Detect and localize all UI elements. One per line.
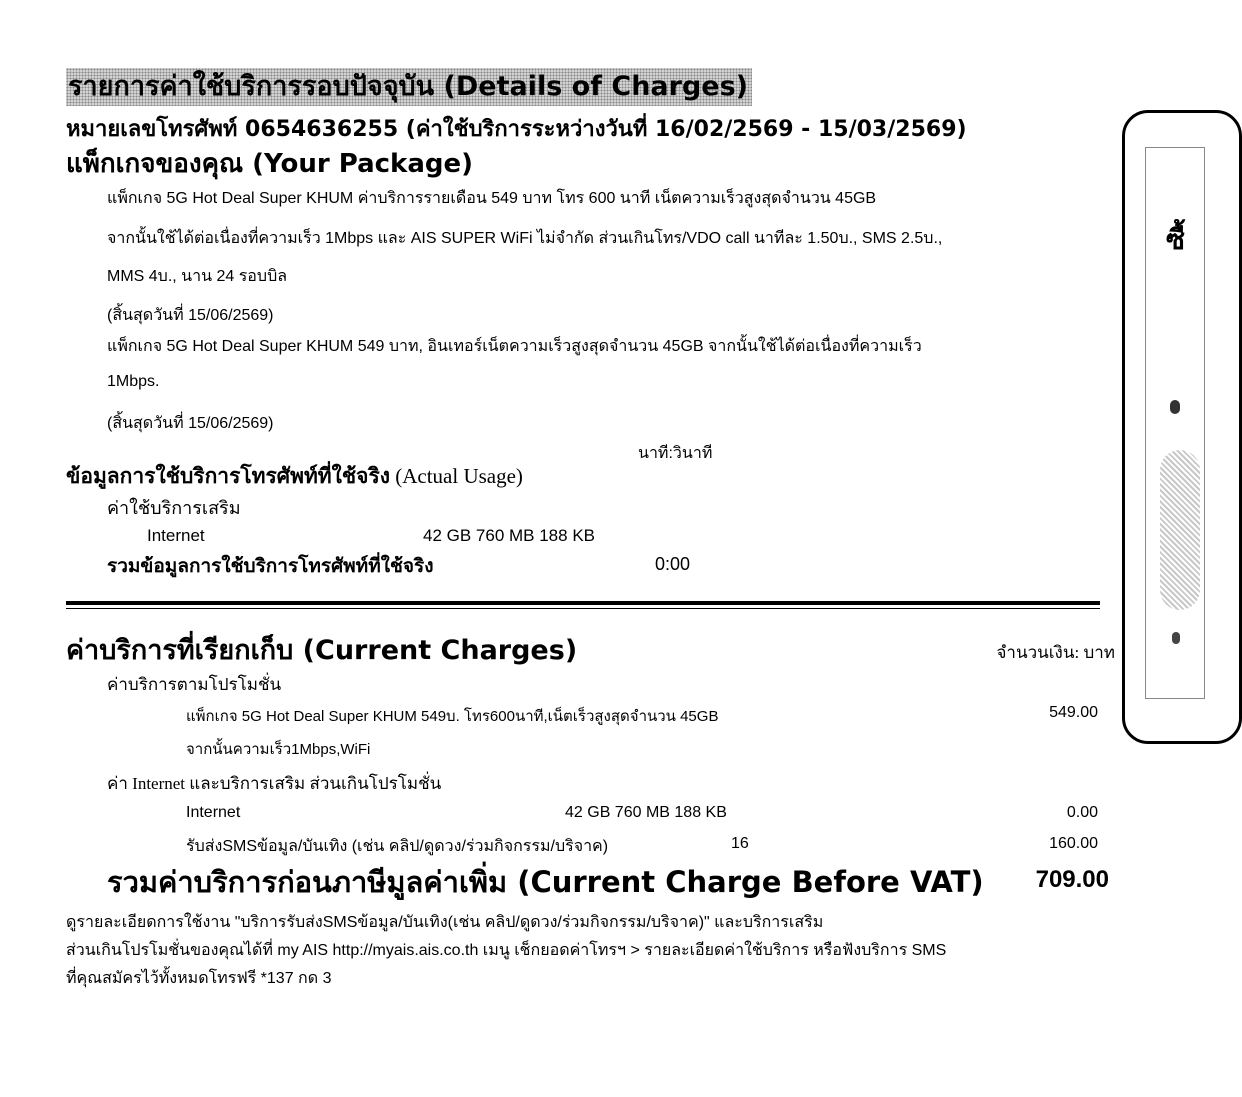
footnote-line: ส่วนเกินโปรโมชั่นของคุณได้ที่ my AIS http://myais.ais.co.th เมนู เช็กยอดค่าโทรฯ > รายละเอียดค่าใช้บริการ หรือฟังบริการ SMS [66, 942, 947, 959]
usage-total-label: รวมข้อมูลการใช้บริการโทรศัพท์ที่ใช้จริง [107, 556, 434, 577]
side-panel-mark [1172, 632, 1180, 644]
charge-internet-usage: 42 GB 760 MB 188 KB [565, 804, 727, 821]
promo-heading: ค่าบริการตามโปรโมชั่น [107, 675, 282, 694]
package-line: แพ็กเกจ 5G Hot Deal Super KHUM 549 บาท, อินเทอร์เน็ตความเร็วสูงสุดจำนวน 45GB จากนั้นใช้ได้ต่อเนื่องที่ความเร็ว [107, 338, 922, 355]
charges-total-label: รวมค่าบริการก่อนภาษีมูลค่าเพิ่ม (Current Charge Before VAT) [107, 865, 984, 899]
package-line: จากนั้นใช้ได้ต่อเนื่องที่ความเร็ว 1Mbps และ AIS SUPER WiFi ไม่จำกัด ส่วนเกินโทร/VDO call นาทีละ 1.50บ., SMS 2.5บ., [107, 230, 943, 247]
usage-internet-value: 42 GB 760 MB 188 KB [423, 526, 595, 545]
package-line: แพ็กเกจ 5G Hot Deal Super KHUM ค่าบริการรายเดือน 549 บาท โทร 600 นาที เน็ตความเร็วสูงสุดจำนวน 45GB [107, 190, 877, 207]
promo-item-amount: 549.00 [1049, 704, 1098, 721]
side-panel-seal-image [1160, 450, 1200, 610]
usage-unit-label: นาที:วินาที [638, 445, 713, 462]
package-line: 1Mbps. [107, 373, 160, 390]
phone-number-line: หมายเลขโทรศัพท์ 0654636255 (ค่าใช้บริการระหว่างวันที่ 16/02/2569 - 15/03/2569) [66, 117, 967, 142]
usage-heading [66, 460, 523, 493]
usage-heading-thai: ข้อมูลการใช้บริการโทรศัพท์ที่ใช้จริง [66, 464, 390, 488]
usage-total-value: 0:00 [655, 554, 691, 574]
section-divider-thin [66, 608, 1100, 609]
package-heading: แพ็กเกจของคุณ (Your Package) [66, 149, 473, 179]
usage-heading-english: (Actual Usage) [389, 464, 523, 488]
charge-sms-label: รับส่งSMSข้อมูล/บันเทิง (เช่น คลิป/ดูดวง/ร่วมกิจกรรม/บริจาค) [186, 838, 609, 855]
page-title: รายการค่าใช้บริการรอบปัจจุบัน (Details of Charges) [66, 68, 752, 106]
footnote-line: ดูรายละเอียดการใช้งาน "บริการรับส่งSMSข้อมูล/บันเทิง(เช่น คลิป/ดูดวง/ร่วมกิจกรรม/บริจาค)" และบริการเสริม [66, 914, 824, 931]
charge-internet-label: Internet [186, 804, 241, 821]
package-line: (สิ้นสุดวันที่ 15/06/2569) [107, 415, 274, 432]
charges-unit-label: จำนวนเงิน: บาท [996, 643, 1115, 662]
charges-heading: ค่าบริการที่เรียกเก็บ (Current Charges) [66, 635, 578, 666]
footnote-line: ที่คุณสมัครไว้ทั้งหมดโทรฟรี *137 กด 3 [66, 970, 332, 987]
usage-internet-label: Internet [147, 526, 205, 545]
package-line: MMS 4บ., นาน 24 รอบบิล [107, 268, 288, 285]
extra-heading: ค่า Internet และบริการเสริม ส่วนเกินโปรโมชั่น [107, 774, 442, 793]
charge-sms-count: 16 [731, 835, 749, 852]
promo-item-line: จากนั้นความเร็ว1Mbps,WiFi [186, 741, 371, 758]
charges-total-amount: 709.00 [1035, 866, 1109, 893]
usage-subheading: ค่าใช้บริการเสริม [107, 498, 241, 518]
promo-item-line: แพ็กเกจ 5G Hot Deal Super KHUM 549บ. โทร600นาที,เน็ตเร็วสูงสุดจำนวน 45GB [186, 708, 719, 725]
charge-internet-amount: 0.00 [1066, 804, 1098, 821]
side-panel-mark [1170, 400, 1180, 414]
section-divider [66, 601, 1100, 605]
side-panel-text: ซื้ [1166, 223, 1186, 256]
charge-sms-amount: 160.00 [1049, 835, 1098, 852]
package-line: (สิ้นสุดวันที่ 15/06/2569) [107, 307, 274, 324]
